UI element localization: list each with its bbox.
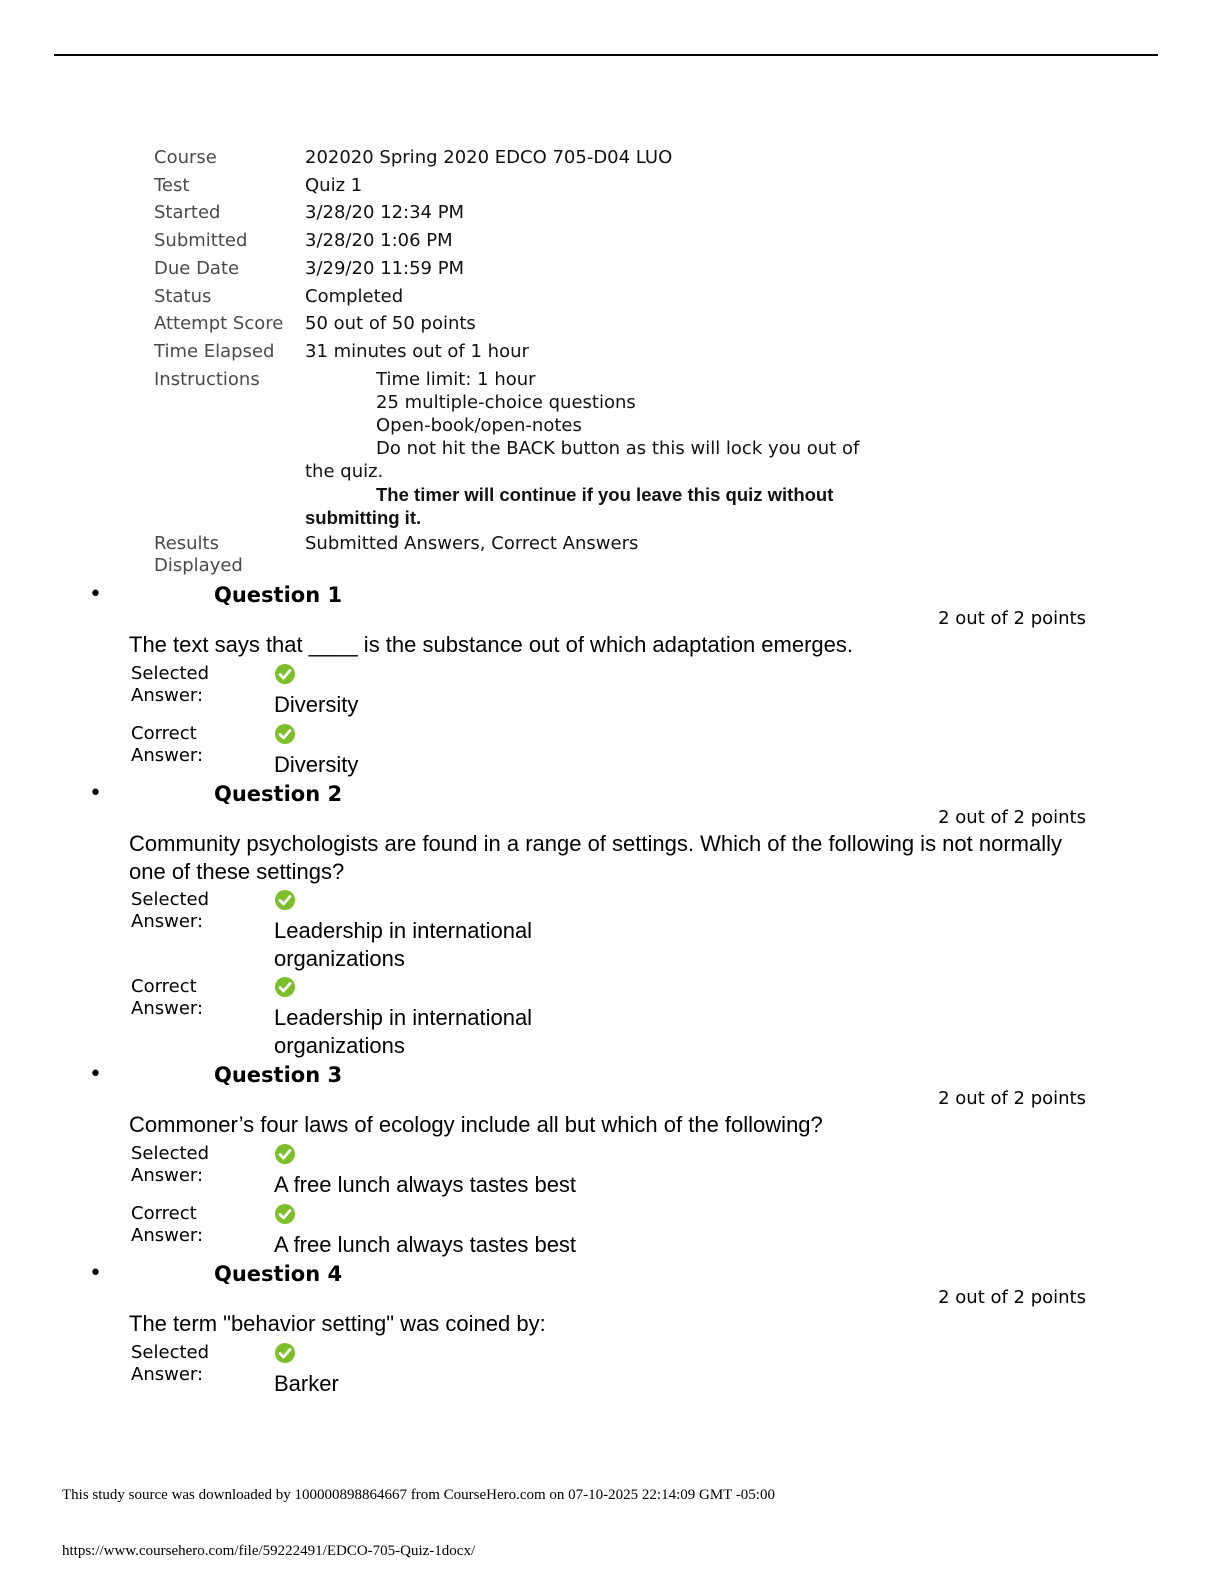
- info-label: Course: [154, 147, 217, 168]
- info-value: Quiz 1: [305, 174, 363, 196]
- question-bullet: •: [89, 781, 102, 806]
- answer-label-line: Correct: [131, 723, 197, 744]
- question-text: Community psychologists are found in a range of settings. Which of the following is not normally one of these settings?: [129, 831, 1063, 884]
- info-row-time-elapsed: [154, 338, 924, 366]
- answer-label-line: Selected: [131, 663, 210, 684]
- instruction-line: the quiz.: [305, 460, 384, 482]
- question-bullet: •: [89, 1261, 102, 1286]
- check-circle-icon: [274, 1143, 296, 1165]
- instruction-bold-line: The timer will continue if you leave this quiz without: [376, 483, 834, 505]
- info-row-results: [154, 533, 924, 577]
- answer-label-line: Answer:: [131, 685, 204, 706]
- info-value: Submitted Answers, Correct Answers: [305, 532, 639, 554]
- info-row-due-date: [154, 255, 924, 283]
- question-points: 2 out of 2 points: [938, 1287, 1086, 1308]
- info-value: 3/29/20 11:59 PM: [305, 257, 465, 279]
- check-circle-icon: [274, 889, 296, 911]
- answer-label-line: Answer:: [131, 1225, 204, 1246]
- instruction-bold-line: submitting it.: [305, 506, 422, 528]
- question-points: 2 out of 2 points: [938, 608, 1086, 629]
- check-circle-icon: [274, 663, 296, 685]
- answer-label-line: Answer:: [131, 998, 204, 1019]
- info-value: 31 minutes out of 1 hour: [305, 340, 529, 362]
- info-label: Started: [154, 202, 221, 224]
- info-row-test: [154, 172, 924, 200]
- info-label: [154, 533, 305, 577]
- answer-text: Leadership in international organizations: [274, 918, 533, 971]
- answer-label: [131, 723, 251, 767]
- instructions-text: [305, 366, 924, 529]
- info-label: Time Elapsed: [154, 340, 275, 362]
- source-url-link[interactable]: https://www.coursehero.com/file/59222491/EDCO-705-Quiz-1docx/: [62, 1543, 476, 1559]
- info-value: Completed: [305, 285, 404, 307]
- question-title: Question 1: [214, 583, 343, 607]
- answer-text: Barker: [274, 1371, 339, 1396]
- info-value: 50 out of 50 points: [305, 313, 476, 335]
- check-circle-icon: [274, 1203, 296, 1225]
- question-points: 2 out of 2 points: [938, 807, 1086, 828]
- info-label: Submitted: [154, 230, 248, 252]
- question-text: Commoner’s four laws of ecology include all but which of the following?: [129, 1112, 823, 1137]
- question-bullet: •: [89, 1062, 102, 1087]
- check-circle-icon: [274, 976, 296, 998]
- instruction-line: 25 multiple-choice questions: [376, 391, 636, 413]
- question-title: Question 2: [214, 782, 343, 806]
- instruction-line: Do not hit the BACK button as this will lock you out of: [376, 437, 860, 459]
- answer-label: [131, 1143, 251, 1187]
- info-row-started: [154, 199, 924, 227]
- answer-label-line: Answer:: [131, 745, 204, 766]
- info-row-instructions: [154, 366, 924, 529]
- answer-label: [131, 663, 251, 707]
- answer-label-line: Selected: [131, 1342, 210, 1363]
- instruction-line: Open-book/open-notes: [376, 414, 582, 436]
- info-row-status: [154, 283, 924, 311]
- question-text: The term "behavior setting" was coined by:: [129, 1311, 546, 1336]
- results-label-line: Results: [154, 532, 219, 554]
- answer-text: Diversity: [274, 692, 359, 717]
- answer-label-line: Selected: [131, 889, 210, 910]
- answer-text: A free lunch always tastes best: [274, 1172, 577, 1197]
- top-rule: [54, 54, 1158, 56]
- results-label-line: Displayed: [154, 554, 243, 576]
- info-row-submitted: [154, 227, 924, 255]
- answer-text: Diversity: [274, 752, 359, 777]
- question-text: The text says that ____ is the substance out of which adaptation emerges.: [129, 632, 853, 657]
- answer-label: [131, 1203, 251, 1247]
- question-title: Question 3: [214, 1063, 343, 1087]
- test-info: [154, 144, 924, 577]
- info-row-course: [154, 144, 924, 172]
- answer-label-line: Answer:: [131, 1165, 204, 1186]
- answer-label: [131, 889, 251, 933]
- info-label: Due Date: [154, 257, 240, 279]
- info-label: Attempt Score: [154, 313, 284, 335]
- info-row-attempt-score: [154, 310, 924, 338]
- answer-label-line: Answer:: [131, 911, 204, 932]
- info-label: Test: [154, 174, 190, 196]
- info-label: Status: [154, 285, 212, 307]
- answer-label-line: Answer:: [131, 1364, 204, 1385]
- info-value: 3/28/20 1:06 PM: [305, 230, 453, 252]
- info-label: Instructions: [154, 368, 260, 390]
- check-circle-icon: [274, 1342, 296, 1364]
- question-title: Question 4: [214, 1262, 343, 1286]
- info-value: 3/28/20 12:34 PM: [305, 202, 465, 224]
- answer-text: Leadership in international organizations: [274, 1005, 533, 1058]
- info-value: 202020 Spring 2020 EDCO 705-D04 LUO: [305, 147, 673, 168]
- answer-text: A free lunch always tastes best: [274, 1232, 577, 1257]
- download-note: This study source was downloaded by 100000898864667 from CourseHero.com on 07-10-2025 22:14:09 GMT -05:00: [62, 1487, 775, 1503]
- answer-label-line: Selected: [131, 1143, 210, 1164]
- check-circle-icon: [274, 723, 296, 745]
- instruction-line: Time limit: 1 hour: [376, 368, 536, 390]
- question-bullet: •: [89, 582, 102, 607]
- answer-label: [131, 1342, 251, 1386]
- answer-label-line: Correct: [131, 976, 197, 997]
- answer-label-line: Correct: [131, 1203, 197, 1224]
- question-points: 2 out of 2 points: [938, 1088, 1086, 1109]
- answer-label: [131, 976, 251, 1020]
